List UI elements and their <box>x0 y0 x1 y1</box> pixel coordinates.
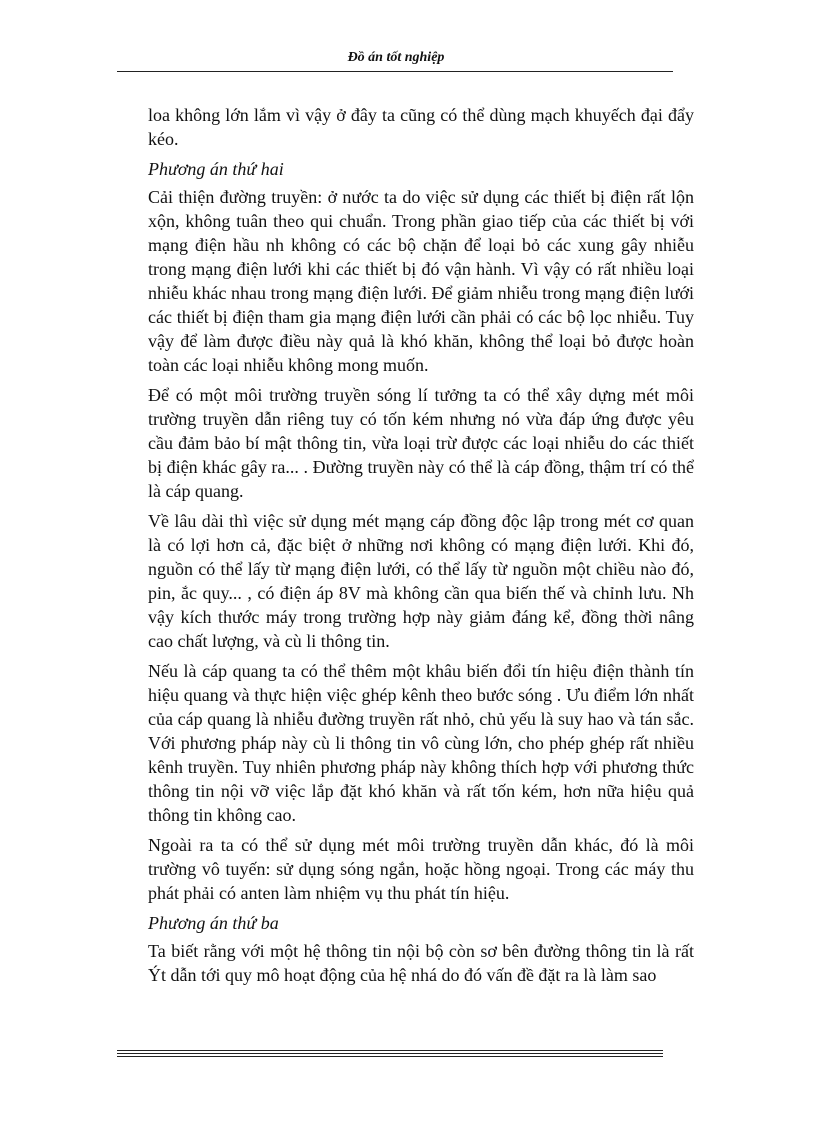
section-heading-option-2: Phương án thứ hai <box>148 159 284 179</box>
footer-rules <box>117 1050 663 1059</box>
paragraph: Để có một môi trường truyền sóng lí tưởng ta có thể xây dựng mét môi trường truyền dẫn riêng tuy có tốn kém nhưng nó vừa đáp ứng được yêu cầu đảm bảo bí mật thông tin, vừa loại trừ được các loại nhiễu do các thiết bị điện khác gây ra... . Đường truyền này có thể là cáp đồng, thậm trí có thể là cáp quang. <box>148 385 694 501</box>
paragraph: Ngoài ra ta có thể sử dụng mét môi trường truyền dẫn khác, đó là môi trường vô tuyến: sử dụng sóng ngắn, hoặc hồng ngoại. Trong các máy thu phát phải có anten làm nhiệm vụ thu phát tín hiệu. <box>148 835 694 903</box>
header-rule <box>117 71 673 72</box>
paragraph: Cải thiện đường truyền: ở nước ta do việc sử dụng các thiết bị điện rất lộn xộn, không tuân theo qui chuẩn. Trong phần giao tiếp của các thiết bị với mạng điện hầu nh không có các bộ chặn để loại bỏ các xung gây nhiễu trong mạng điện lưới khi các thiết bị đó vận hành. Vì vậy có rất nhiều loại nhiễu khác nhau trong mạng điện lưới. Để giảm nhiễu trong mạng điện lưới các thiết bị điện tham gia mạng điện lưới cần phải có các bộ lọc nhiễu. Tuy vậy để làm được điều này quả là khó khăn, không thể loại bỏ được hoàn toàn các loại nhiễu không mong muốn. <box>148 187 694 375</box>
body-text <box>148 103 694 993</box>
paragraph: Ta biết rằng với một hệ thông tin nội bộ còn sơ bên đường thông tin là rất Ýt dẫn tới quy mô hoạt động của hệ nhá do đó vấn đề đặt ra là làm sao <box>148 941 694 985</box>
footer-rule <box>117 1056 663 1057</box>
footer-rule <box>117 1050 663 1051</box>
section-heading-option-3: Phương án thứ ba <box>148 913 279 933</box>
paragraph: Về lâu dài thì việc sử dụng mét mạng cáp đồng độc lập trong mét cơ quan là có lợi hơn cả, đặc biệt ở những nơi không có mạng điện lưới. Khi đó, nguồn có thể lấy từ mạng điện lưới, có thể lấy từ nguồn một chiều nào đó, pin, ắc quy... , có điện áp 8V mà không cần qua biến thế và chỉnh lưu. Nh vậy kích thước máy trong trường hợp này giảm đáng kể, đồng thời nâng cao chất lượng, và cù li thông tin. <box>148 511 694 651</box>
paragraph-intro: loa không lớn lắm vì vậy ở đây ta cũng có thể dùng mạch khuyếch đại đẩy kéo. <box>148 105 694 149</box>
footer-rule <box>117 1053 663 1054</box>
running-header-title: Đồ án tốt nghiệp <box>347 50 445 65</box>
paragraph: Nếu là cáp quang ta có thể thêm một khâu biến đổi tín hiệu điện thành tín hiệu quang và thực hiện việc ghép kênh theo bước sóng . Ưu điểm lớn nhất của cáp quang là nhiễu đường truyền rất nhỏ, chủ yếu là suy hao và tán sắc. Với phương pháp này cù li thông tin vô cùng lớn, cho phép ghép rất nhiều kênh truyền. Tuy nhiên phương pháp này không thích hợp với phương thức thông tin nội vỡ việc lắp đặt khó khăn và rất tốn kém, hơn nữa hiệu quả thông tin không cao. <box>148 661 694 825</box>
